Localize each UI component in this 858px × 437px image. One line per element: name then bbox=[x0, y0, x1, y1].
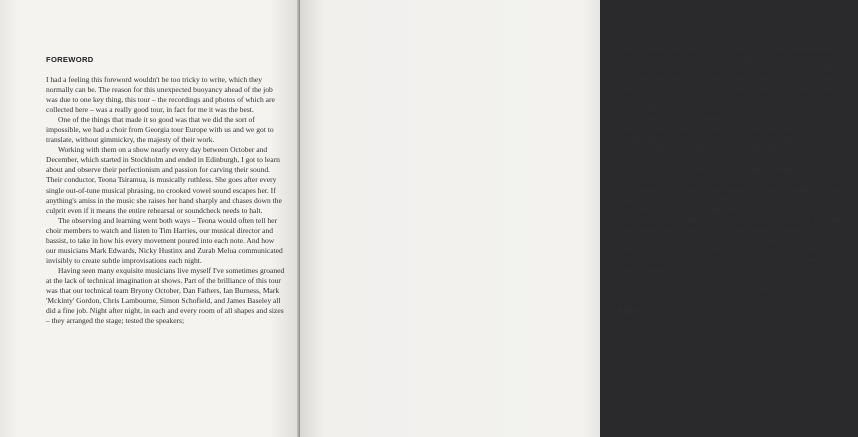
signoff: Katie x bbox=[618, 307, 643, 317]
right-page bbox=[300, 0, 858, 437]
left-page bbox=[0, 0, 300, 437]
right-page-text bbox=[618, 44, 858, 317]
paragraph: The observing and learning went both ways – Teona would often tell her choir members to watch and listen to Tim Harries, our musical director and bassist, to take in how his every movement poured into each note. And how our musicians Mark Edwards, Nicky Hustinx and Zurab Melua communicated invisibly to create subtle improvisations each night. bbox=[46, 215, 283, 265]
paragraph: I hope you enjoy this concert as much as we did making it. bbox=[618, 285, 796, 295]
left-page-text bbox=[46, 75, 286, 326]
paragraph: I had a feeling this foreword wouldn't be too tricky to write, which they normally can be. The reason for this unexpected buoyancy ahead of the job was due to one key thing, this tour – the recordings and photos of which are collected here – was a really good tour, in fact for me it was the best. bbox=[46, 75, 275, 115]
paragraph: When I come across Instagram photos from the tour I'm always taken by the softness and elegance of Karni & Saul's visual work. We have gathered some of Karni's best photos in this booklet, though we can't convey the scale in some of the venues (the 3 screens combined at the largest arenas were 50 metres wide!) The majority of our touring industry at this scale has a certain aesthetic, let's just call it, unsubtle. Everything has to go big and be full of fiery power. So I enjoyed greatly seeing Karni & Saul navigate the conversations – the fabric their projections were projected on, soft and luminous, not a hard surface in sight, and how the clarity of the lights and the rhythm of movement all combined those of us on stage and the aesthetic into a unified whole. bbox=[618, 64, 858, 164]
paragraph: Having seen many exquisite musicians live myself I've sometimes groaned at the lack of technical imagination at shows. Part of the brilliance of this tour was that our technical team Bryony October, Dan Fathers, Ian Burness, Mark 'Mckinty' Gordon, Chris Lambourne, Simon Schofield, and James Baseley all did a fine job. Night after night, in each and every room of all shapes and sizes – they arranged the stage; tested the speakers; bbox=[46, 265, 285, 326]
paragraph: Working with them on a show nearly every day between October and December, which started in Stockholm and ended in Edinburgh, I got to learn about and observe their perfectionism and passion for carving their sound. Their conductor, Teona Tsiramua, is musically ruthless. She goes after every single out-of-tune musical phrasing, no crooked vowel sound escapes her. If anything's amiss in the music she raises her hand sharply and chases down the culprit even if it means the entire rehearsal or soundcheck needs to halt. bbox=[46, 145, 282, 215]
foreword-heading: FOREWORD bbox=[46, 55, 94, 64]
paragraph: Looking after this grand ambition of giving the audience a special night was my manager Sumit Bothra from ATC Management. I respect him because like so many in our collective he's unafraid to be utterly truthful to the art, whatever form it may take. From helping to choose the venues as appropriately as possible to giving everyone the atmosphere and culture to thrive. bbox=[618, 164, 858, 214]
paragraph: Maybe I'm biased and the whole thing has gone to my head. But when my oldest English friend Tom, a Londoner and the kind of friend I go to for honesty and uncompromising taste, sent me a message after the London show with, "Do you see this tour happening every other year? I honestly don't think people will tire of it!" ...that, for a Londoner to say about Londoners, was really something. bbox=[618, 214, 854, 275]
paragraph: tuned the guitars; and placed microphones with exacting measurements to capture the choir and us musicians at our best. bbox=[618, 44, 842, 64]
paragraph: One of the things that made it so good was that we did the sort of impossible, we had a choir from Georgia tour Europe with us and we got to translate, without gimmickry, the majesty of their work. bbox=[46, 115, 274, 145]
